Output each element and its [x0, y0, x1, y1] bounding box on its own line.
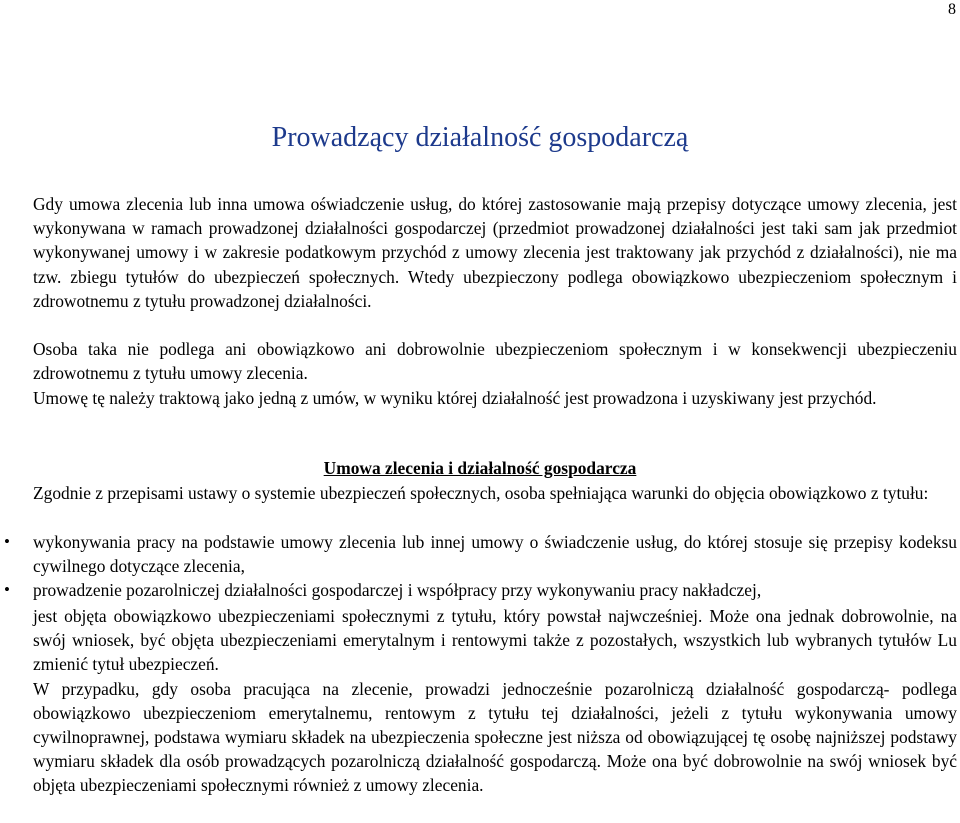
paragraph-earliest-title: jest objęta obowiązkowo ubezpieczeniami społecznymi z tytułu, który powstał najwcześniej. Może ona jednak dobrowolnie, na swój wniosek, być objęta ubezpieczeniami emerytalnym i rentowymi także z pozostałych, wszystkich lub wybranych tytułów Lu zmienić tytuł ubezpieczeń.: [33, 606, 957, 675]
list-item-text: prowadzenie pozarolniczej działalności gospodarczej i współpracy przy wykonywaniu pracy nakładczej,: [33, 580, 762, 601]
paragraph-contract-treatment: Umowę tę należy traktową jako jedną z umów, w wyniku której działalność jest prowadzona i uzyskiwany jest przychód.: [33, 388, 877, 408]
section-subtitle: Umowa zlecenia i działalność gospodarcza: [323, 458, 637, 478]
bullet-icon: •: [4, 580, 10, 600]
paragraph-concurrent-activity: W przypadku, gdy osoba pracująca na zlecenie, prowadzi jednocześnie pozarolniczą działalność gospodarczą- podlega obowiązkowo ubezpieczeniom emerytalnemu, rentowym z tytułu tej działalności, jeżeli z tytułu wykonywania umowy cywilnoprawnej, podstawa wymiaru składek na ubezpieczenia społeczne jest niższa od obowiązującej tę osobę najniższej podstawy wymiaru składek dla osób prowadzących pozarolniczą działalność gospodarczą. Może ona być dobrowolnie na swój wniosek być objęta ubezpieczeniami społecznymi również z umowy zlecenia.: [33, 678, 957, 796]
page-title: Prowadzący działalność gospodarczą: [271, 122, 689, 153]
closing-text: [33, 604, 957, 798]
bullet-list: [4, 530, 957, 603]
list-item-text: wykonywania pracy na podstawie umowy zlecenia lub innej umowy o świadczenie usług, do której stosuje się przepisy kodeksu cywilnego dotyczące zlecenia,: [33, 532, 957, 577]
bullet-icon: •: [4, 532, 10, 551]
paragraph-no-insurance: Osoba taka nie podlega ani obowiązkowo ani dobrowolnie ubezpieczeniom społecznym i w konsekwencji ubezpieczeniu zdrowotnemu z tytułu umowy zlecenia.: [33, 339, 957, 384]
paragraph-business-activity: Gdy umowa zlecenia lub inna umowa oświadczenie usług, do której zastosowanie mają przepisy dotyczące umowy zlecenia, jest wykonywana w ramach prowadzonej działalności gospodarczej (przedmiot prowadzonej działalności jest taki sam jak przedmiot wykonywanej umowy i w zakresie podatkowym przychód z umowy zlecenia jest traktowany jak przychód z działalności), nie ma tzw. zbiegu tytułów do ubezpieczeń społecznych. Wtedy ubezpieczony podlega obowiązkowo ubezpieczeniom społecznym i zdrowotnemu z tytułu prowadzonej działalności.: [33, 194, 957, 311]
list-item: [4, 578, 957, 602]
page-number: 8: [948, 1, 956, 18]
list-item: [4, 530, 957, 578]
section-intro: Zgodnie z przepisami ustawy o systemie ubezpieczeń społecznych, osoba spełniająca warunki do objęcia obowiązkowo z tytułu:: [33, 483, 929, 503]
